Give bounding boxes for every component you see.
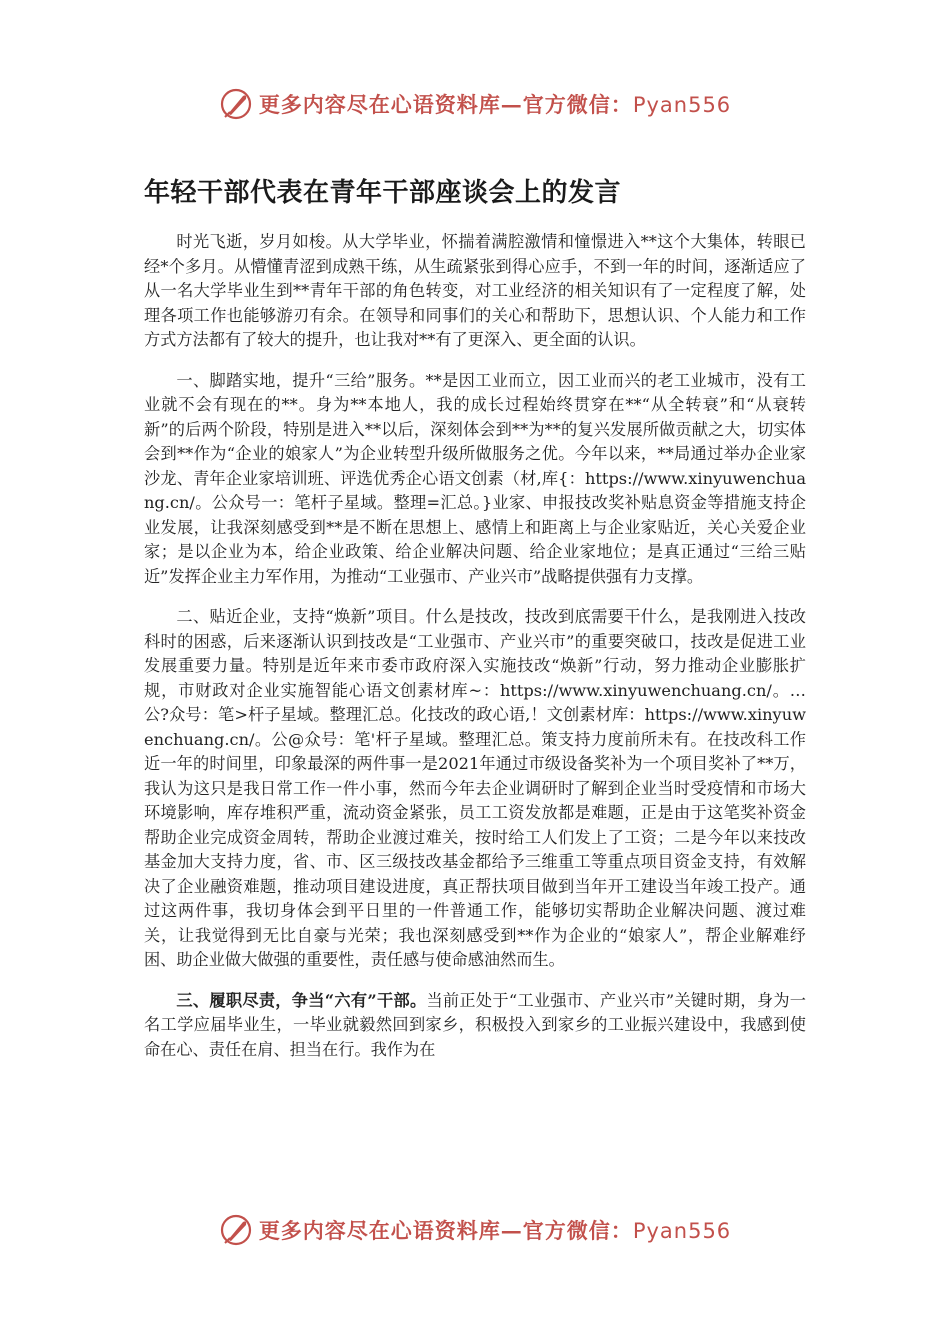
footer-banner <box>0 1210 950 1250</box>
banner-text: 更多内容尽在心语资料库—官方微信：Pyan556 <box>258 92 732 117</box>
section-3-heading: 三、履职尽责，争当“六有”干部。 <box>176 990 427 1010</box>
quill-pen-logo-icon <box>219 87 253 121</box>
paragraph-section-3 <box>144 989 806 1063</box>
document-title: 年轻干部代表在青年干部座谈会上的发言 <box>144 178 622 208</box>
quill-pen-logo-icon <box>219 1213 253 1247</box>
document-body <box>144 230 806 1078</box>
section-3-text: 当前正处于“工业强市、产业兴市”关键时期，身为一名工学应届毕业生，一毕业就毅然回到家乡，积极投入到家乡的工业振兴建设中，我感到使命在心、责任在肩、担当在行。我作为在 <box>144 990 806 1059</box>
banner-text: 更多内容尽在心语资料库—官方微信：Pyan556 <box>258 1218 732 1243</box>
paragraph-intro: 时光飞逝，岁月如梭。从大学毕业，怀揣着满腔激情和憧憬进入**这个大集体，转眼已经*个多月。从懵懂青涩到成熟干练，从生疏紧张到得心应手，不到一年的时间，逐渐适应了从一名大学毕业生到**青年干部的角色转变，对工业经济的相关知识有了一定程度了解，处理各项工作也能够游刃有余。在领导和同事们的关心和帮助下，思想认识、个人能力和工作方式方法都有了较大的提升，也让我对**有了更深入、更全面的认识。 <box>144 232 806 349</box>
paragraph-section-2: 二、贴近企业，支持“焕新”项目。什么是技改，技改到底需要干什么，是我刚进入技改科时的困惑，后来逐渐认识到技改是“工业强市、产业兴市”的重要突破口，技改是促进工业发展重要力量。特别是近年来市委市政府深入实施技改“焕新”行动，努力推动企业膨胀扩规，市财政对企业实施智能心语文创素材库~：https://www.xinyuwenchuang.cn/。…公?众号：笔>杆子星域。整理汇总。化技改的政心语,！文创素材库：https://www.xinyuwenchuang.cn/。公@众号：笔'杆子星域。整理汇总。策支持力度前所未有。在技改科工作近一年的时间里，印象最深的两件事一是2021年通过市级设备奖补为一个项目奖补了**万，我认为这只是我日常工作一件小事，然而今年去企业调研时了解到企业当时受疫情和市场大环境影响，库存堆积严重，流动资金紧张，员工工资发放都是难题，正是由于这笔奖补资金帮助企业完成资金周转，帮助企业渡过难关，按时给工人们发上了工资；二是今年以来技改基金加大支持力度，省、市、区三级技改基金都给予三维重工等重点项目资金支持，有效解决了企业融资难题，推动项目建设进度，真正帮扶项目做到当年开工建设当年竣工投产。通过这两件事，我切身体会到平日里的一件普通工作，能够切实帮助企业解决问题、渡过难关，让我觉得到无比自豪与光荣；我也深刻感受到**作为企业的“娘家人”，帮企业解难纾困、助企业做大做强的重要性，责任感与使命感油然而生。 <box>144 607 806 969</box>
paragraph-section-1: 一、脚踏实地，提升“三给”服务。**是因工业而立，因工业而兴的老工业城市，没有工业就不会有现在的**。身为**本地人，我的成长过程始终贯穿在**“从全转衰”和“从衰转新”的后两个阶段，特别是进入**以后，深刻体会到**为**的复兴发展所做贡献之大，切实体会到**作为“企业的娘家人”为企业转型升级所做服务之优。今年以来，**局通过举办企业家沙龙、青年企业家培训班、评选优秀企心语文创素（材,库{：https://www.xinyuwenchuang.cn/。公众号一：笔杆子星域。整理=汇总。}业家、申报技改奖补贴息资金等措施支持企业发展，让我深刻感受到**是不断在思想上、感情上和距离上与企业家贴近，关心关爱企业家；是以企业为本，给企业政策、给企业解决问题、给企业家地位；是真正通过“三给三贴近”发挥企业主力军作用，为推动“工业强市、产业兴市”战略提供强有力支撑。 <box>144 370 806 586</box>
header-banner <box>0 84 950 124</box>
